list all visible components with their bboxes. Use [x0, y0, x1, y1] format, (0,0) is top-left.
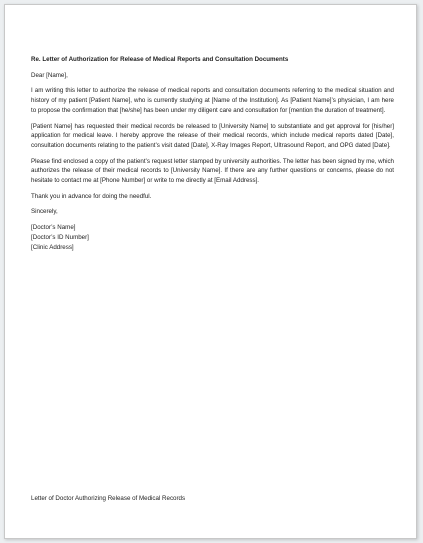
- signature-block: [31, 223, 394, 252]
- doctor-id-number: [Doctor’s ID Number]: [31, 233, 89, 241]
- doctor-name: [Doctor’s Name]: [31, 224, 76, 232]
- paragraph-enclosure: Please find enclosed a copy of the patient’s request letter stamped by university authorities. The letter has been signed by me, which authorizes the release of their medical records to [University Name]. If there are any further questions or concerns, please do not hesitate to contact me at [Phone Number] or write to me directly at [Email Address].: [31, 157, 394, 185]
- salutation: Dear [Name],: [31, 71, 68, 79]
- letter-body: [31, 55, 394, 252]
- letter-subject: Re. Letter of Authorization for Release of Medical Reports and Consultation Documents: [31, 56, 289, 63]
- footer-caption: Letter of Doctor Authorizing Release of Medical Records: [31, 495, 186, 502]
- paragraph-request: [Patient Name] has requested their medical records be released to [University Name] to substantiate and get approval for [his/her] application for medical leave. I hereby approve the release of their medical records, which include medical reports dated [Date], consultation documents relating to the patient’s visit dated [Date], X-Ray Images Report, Ultrasound Report, and OPG dated [Date].: [31, 122, 394, 149]
- clinic-address: [Clinic Address]: [31, 243, 74, 251]
- paragraph-thanks: Thank you in advance for doing the needful.: [31, 192, 152, 200]
- paragraph-authorization: I am writing this letter to authorize the release of medical reports and consultation documents referring to the medical situation and history of my patient [Patient Name], who is currently studying at [Name of the Institution]. As [Patient Name]’s physician, I am here to propose the confirmation that [he/she] has been under my diligent care and consultation for [mention the duration of treatment].: [31, 87, 394, 114]
- document-page: [4, 4, 417, 539]
- closing: Sincerely,: [31, 208, 58, 216]
